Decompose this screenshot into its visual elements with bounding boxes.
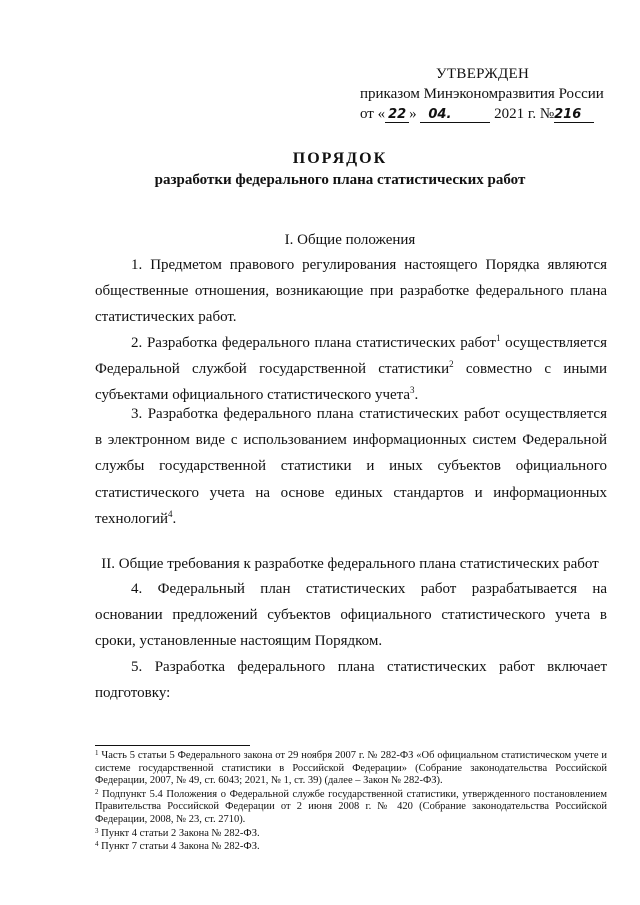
footnote-ref-1: 1: [495, 333, 501, 343]
footnote-ref-2: 2: [449, 359, 454, 370]
footnote-divider: [95, 745, 250, 746]
order-number: 216: [554, 108, 594, 123]
paragraph-2: 2. Разработка федерального плана статистических работ$^1$ осуществляется Федеральной службой государственной статистики$^2$ совместно с иными субъектами официального статистического учета$^3$.: [95, 333, 607, 404]
paragraph-4: 4. Федеральный план статистических работ разрабатывается на основании предложений субъектов официального статистического учета в сроки, установленные настоящим Порядком.: [95, 581, 607, 650]
date-month: 04.: [420, 108, 490, 123]
approval-date-line: [360, 104, 610, 124]
footnote-1: $^1$ Часть 5 статьи 5 Федерального закона от 29 ноября 2007 г. № 282-ФЗ «Об официальном статистическом учете и системе государственной статистики в Российской Федерации» (Собрание законодательства Российской Федерации, 2007, № 49, ст. 6043; 2021, № 1, ст. 39) (далее – Закон № 282-ФЗ).: [95, 749, 607, 787]
paragraph-1: 1. Предметом правового регулирования настоящего Порядка являются общественные отношения, возникающие при разработке федерального плана статистических работ.: [95, 257, 607, 326]
date-year: 2021 г. №: [494, 106, 555, 122]
footnote-3: $^3$ Пункт 4 статьи 2 Закона № 282-ФЗ.: [95, 826, 260, 839]
date-prefix: от «: [360, 106, 386, 122]
document-subtitle: разработки федерального плана статистических работ: [154, 172, 526, 188]
footnote-2: $^2$ Подпункт 5.4 Положения о Федеральной службе государственной статистики, утвержденного постановлением Правительства Российской Федерации от 2 июня 2008 г. № 420 (Собрание законодательства Российской Федерации, 2008, № 23, ст. 2710).: [95, 787, 607, 825]
document-title: ПОРЯДОК: [292, 150, 388, 167]
footnote-ref-4: 4: [168, 508, 173, 519]
section-1-heading: I. Общие положения: [284, 232, 416, 248]
date-day: 22: [385, 108, 409, 123]
footnote-4: $^4$ Пункт 7 статьи 4 Закона № 282-ФЗ.: [95, 840, 260, 853]
approval-stamp: [360, 64, 610, 124]
approval-title: УТВЕРЖДЕН: [436, 66, 530, 82]
approval-order: приказом Минэкономразвития России: [360, 86, 604, 102]
section-2-heading: II. Общие требования к разработке федерального плана статистических работ: [101, 556, 599, 572]
footnote-ref-3: 3: [410, 385, 415, 396]
footnotes: [95, 750, 607, 855]
paragraph-5: 5. Разработка федерального плана статистических работ включает подготовку:: [95, 659, 607, 702]
date-mid: »: [409, 106, 417, 122]
paragraph-3: 3. Разработка федерального плана статистических работ осуществляется в электронном виде с использованием информационных систем Федеральной службы государственной статистики и иных субъектов официального статистического учета на основе единых стандартов и информационных технологий$^4$.: [95, 406, 607, 527]
